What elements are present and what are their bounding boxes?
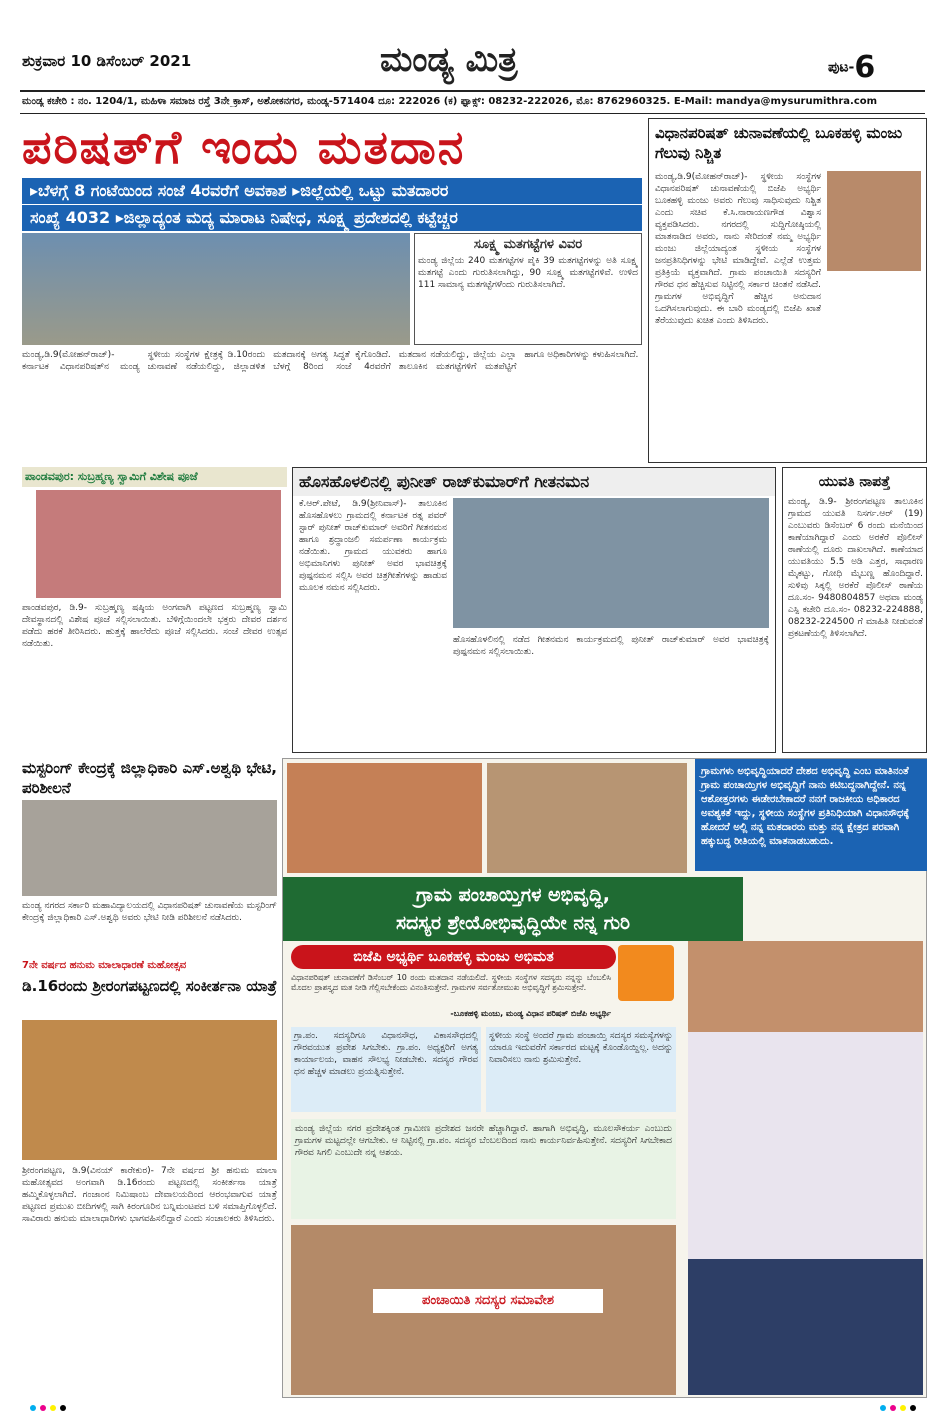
side-story-manju-title: ವಿಧಾನಪರಿಷತ್ ಚುನಾವಣೆಯಲ್ಲಿ ಬೂಕಹಳ್ಳಿ ಮಂಜು ಗೆಲುವು ನಿಶ್ಚಿತ [655,124,903,162]
mastering-title: ಮಸ್ಟರಿಂಗ್ ಕೇಂದ್ರಕ್ಕೆ ಜಿಲ್ಲಾಧಿಕಾರಿ ಎಸ್.ಅಶ್ವಥಿ ಭೇಟಿ, ಪರಿಶೀಲನೆ [22,759,278,797]
pandava-body: ಪಾಂಡವಪುರ, ಡಿ.9- ಸುಬ್ರಹ್ಮಣ್ಯ ಷಷ್ಠಿಯ ಅಂಗವಾಗಿ ಪಟ್ಟಣದ ಸುಬ್ರಹ್ಮಣ್ಯ ಸ್ವಾಮಿ ದೇವಸ್ಥಾನದಲ್ಲಿ ವಿಶೇಷ ಪೂಜೆ ಸಲ್ಲಿಸಲಾಯಿತು. ಬೆಳಿಗ್ಗೆಯಿಂದಲೇ ಭಕ್ತರು ದೇವರ ದರ್ಶನ ಪಡೆದು ಹರಕೆ ತೀರಿಸಿದರು. ಹುತ್ತಕ್ಕೆ ಹಾಲೆರೆದು ಪೂಜೆ ಸಲ್ಲಿಸಿದರು. ಸಂಜೆ ದೇವರ ಉತ್ಸವ ನಡೆಯಿತು. [22,603,287,649]
registration-dot [900,1405,906,1411]
office-address: ಮಂಡ್ಯ ಕಚೇರಿ : ನಂ. 1204/1, ಮಹಿಳಾ ಸಮಾಜ ರಸ್ತೆ 3ನೇ ಕ್ರಾಸ್, ಅಶೋಕನಗರ, ಮಂಡ್ಯ-571404 ದೂ: 222026 (ಕ) ಫ್ಯಾಕ್ಸ್: 08232-222026, ಮೊ: 8762960325. E-Mail: mandya@mysurumithra.com [22,96,878,107]
sankeertana-title: ಡಿ.16ರಂದು ಶ್ರೀರಂಗಪಟ್ಟಣದಲ್ಲಿ ಸಂಕೀರ್ತನಾ ಯಾತ್ರೆ [22,977,277,995]
missing-body: ಮಂಡ್ಯ, ಡಿ.9- ಶ್ರೀರಂಗಪಟ್ಟಣ ತಾಲೂಕಿನ ಗ್ರಾಮದ ಯುವತಿ ನಿಸರ್ಗ.ಆರ್ (19) ಎಂಬುವರು ಡಿಸೆಂಬರ್ 6 ರಂದು ಮನೆಯಿಂದ ಕಾಣೆಯಾಗಿದ್ದಾರೆ ಎಂದು ಅರಕೆರೆ ಪೊಲೀಸ್ ಠಾಣೆಯಲ್ಲಿ ದೂರು ದಾಖಲಾಗಿದೆ. ಕಾಣೆಯಾದ ಯುವತಿಯು 5.5 ಅಡಿ ಎತ್ತರ, ಸಾಧಾರಣ ಮೈಕಟ್ಟು, ಗೋಧಿ ಮೈಬಣ್ಣ ಹೊಂದಿದ್ದಾರೆ. ಸುಳಿವು ಸಿಕ್ಕಲ್ಲಿ ಅರಕೆರೆ ಪೊಲೀಸ್ ಠಾಣೆಯ ದೂ.ಸಂ- 9480804857 ಅಥವಾ ಮಂಡ್ಯ ಎಸ್ಪಿ ಕಚೇರಿ ದೂ.ಸಂ- 08232-224888, 08232-224500 ಗೆ ಮಾಹಿತಿ ನೀಡುವಂತೆ ಪ್ರಕಟಣೆಯಲ್ಲಿ ತಿಳಿಸಲಾಗಿದೆ. [788,497,923,639]
candidate-photo [827,171,921,271]
header-rule [20,90,925,92]
lead-strip-2: ಸಂಖ್ಯೆ 4032 ▸ಜಿಲ್ಲಾದ್ಯಂತ ಮದ್ಯ ಮಾರಾಟ ನಿಷೇಧ, ಸೂಕ್ಷ್ಮ ಪ್ರದೇಶದಲ್ಲಿ ಕಟ್ಟೆಚ್ಚರ [22,205,642,231]
lead-strip-1: ▸ಬೆಳಗ್ಗೆ 8 ಗಂಟೆಯಿಂದ ಸಂಜೆ 4ರವರೆಗೆ ಅವಕಾಶ ▸ಜಿಲ್ಲೆಯಲ್ಲಿ ಒಟ್ಟು ಮತದಾರರ [22,178,642,204]
side-story-manju [648,118,927,463]
missing-title: ಯುವತಿ ನಾಪತ್ತೆ [818,474,891,490]
registration-dot [40,1405,46,1411]
sankeertana-kicker: 7ನೇ ವರ್ಷದ ಹನುಮ ಮಾಲಾಧಾರಣೆ ಮಹೋತ್ಸವ [22,960,187,971]
ad-green-banner [283,877,743,941]
ad-signoff: -ಬೂಕಹಳ್ಳಿ ಮಂಜು, ಮಂಡ್ಯ ವಿಧಾನ ಪರಿಷತ್ ಬಿಜೆಪಿ ಅಭ್ಯರ್ಥಿ [450,1009,611,1018]
lead-body: ಮಂಡ್ಯ,ಡಿ.9(ಮೋಹನ್‌ರಾಜ್)- ಕರ್ನಾಟಕ ವಿಧಾನಪರಿಷತ್‌ನ ಮಂಡ್ಯ ಸ್ಥಳೀಯ ಸಂಸ್ಥೆಗಳ ಕ್ಷೇತ್ರಕ್ಕೆ ಡಿ.10ರಂದು ಚುನಾವಣೆ ನಡೆಯಲಿದ್ದು, ಜಿಲ್ಲಾಡಳಿತ ಮತದಾನಕ್ಕೆ ಅಗತ್ಯ ಸಿದ್ಧತೆ ಕೈಗೊಂಡಿದೆ. ಬೆಳಗ್ಗೆ 8ರಿಂದ ಸಂಜೆ 4ರವರೆಗೆ ಮತದಾನ ನಡೆಯಲಿದ್ದು, ಜಿಲ್ಲೆಯ ಎಲ್ಲಾ ತಾಲೂಕಿನ ಮತಗಟ್ಟೆಗಳಿಗೆ ಮತಪೆಟ್ಟಿಗೆ ಹಾಗೂ ಅಧಿಕಾರಿಗಳನ್ನು ಕಳುಹಿಸಲಾಗಿದೆ. [22,350,639,372]
registration-dot [50,1405,56,1411]
registration-dot [890,1405,896,1411]
ad-column-1: ಗ್ರಾ.ಪಂ. ಸದಸ್ಯರಿಗೂ ವಿಧಾನಸೌಧ, ವಿಕಾಸಸೌಧದಲ್ಲಿ ಗೌರವಯುತ ಪ್ರವೇಶ ಸಿಗಬೇಕು. ಗ್ರಾ.ಪಂ. ಅಧ್ಯಕ್ಷರಿಗೆ ಅಗತ್ಯ ಕಾರ್ಯಾಲಯ, ವಾಹನ ಸೌಲಭ್ಯ ನೀಡಬೇಕು. ಸದಸ್ಯರ ಗೌರವ ಧನ ಹೆಚ್ಚಳ ಮಾಡಲು ಪ್ರಯತ್ನಿಸುತ್ತೇನೆ. [291,1027,481,1112]
mastering-caption: ಮಂಡ್ಯ ನಗರದ ಸರ್ಕಾರಿ ಮಹಾವಿದ್ಯಾಲಯದಲ್ಲಿ ವಿಧಾನಪರಿಷತ್ ಚುನಾವಣೆಯ ಮಸ್ಟರಿಂಗ್ ಕೇಂದ್ರಕ್ಕೆ ಜಿಲ್ಲಾಧಿಕಾರಿ ಎಸ್.ಅಶ್ವಥಿ ಅವರು ಭೇಟಿ ನೀಡಿ ಪರಿಶೀಲನೆ ನಡೆಸಿದರು. [22,901,277,923]
masthead: ಮಂಡ್ಯ ಮಿತ್ರ [380,40,518,80]
puneeth-story [292,467,776,753]
puneeth-body: ಕೆ.ಆರ್.ಪೇಟೆ, ಡಿ.9(ಶ್ರೀನಿವಾಸ್)- ತಾಲೂಕಿನ ಹೊಸಹೊಳಲು ಗ್ರಾಮದಲ್ಲಿ ಕರ್ನಾಟಕ ರತ್ನ ಪವರ್ ಸ್ಟಾರ್ ಪುನೀತ್ ರಾಜ್‌ಕುಮಾರ್ ಅವರಿಗೆ ಗೀತನಮನ ಹಾಗೂ ಶ್ರದ್ಧಾಂಜಲಿ ಸಮರ್ಪಣಾ ಕಾರ್ಯಕ್ರಮ ನಡೆಯಿತು. ಗ್ರಾಮದ ಯುವಕರು ಹಾಗೂ ಅಭಿಮಾನಿಗಳು ಪುನೀತ್ ಅವರ ಭಾವಚಿತ್ರಕ್ಕೆ ಪುಷ್ಪನಮನ ಸಲ್ಲಿಸಿ ಅವರ ಚಿತ್ರಗೀತೆಗಳನ್ನು ಹಾಡುವ ಮೂಲಕ ನಮನ ಸಲ್ಲಿಸಿದರು. [299,499,447,593]
registration-dot [910,1405,916,1411]
ad-intro: ವಿಧಾನಪರಿಷತ್ ಚುನಾವಣೆಗೆ ಡಿಸೆಂಬರ್ 10 ರಂದು ಮತದಾನ ನಡೆಯಲಿದೆ. ಸ್ಥಳೀಯ ಸಂಸ್ಥೆಗಳ ಸದಸ್ಯರು ನನ್ನನ್ನು ಬೆಂಬಲಿಸಿ ಮೊದಲ ಪ್ರಾಶಸ್ತ್ಯದ ಮತ ನೀಡಿ ಗೆಲ್ಲಿಸಬೇಕೆಂದು ವಿನಂತಿಸುತ್ತೇನೆ. ಗ್ರಾಮಗಳ ಸರ್ವತೋಮುಖ ಅಭಿವೃದ್ಧಿಗೆ ಶ್ರಮಿಸುತ್ತೇನೆ. [291,973,611,992]
sensitive-booths-box [414,233,642,345]
sensitive-booths-title: ಸೂಕ್ಷ್ಮ ಮತಗಟ್ಟೆಗಳ ವಿವರ [473,237,583,252]
pandava-photo [36,490,281,598]
ad-quote: ಗ್ರಾಮಗಳು ಅಭಿವೃದ್ಧಿಯಾದರೆ ದೇಶದ ಅಭಿವೃದ್ಧಿ ಎಂಬ ಮಾತಿನಂತೆ ಗ್ರಾಮ ಪಂಚಾಯ್ತಿಗಳ ಅಭಿವೃದ್ಧಿಗೆ ನಾನು ಕಟಿಬದ್ಧನಾಗಿದ್ದೇನೆ. ನನ್ನ ಆಶೋತ್ತರಗಳು ಈಡೇರಬೇಕಾದರೆ ನನಗೆ ರಾಜಕೀಯ ಅಧಿಕಾರದ ಅವಶ್ಯಕತೆ ಇದ್ದು, ಸ್ಥಳೀಯ ಸಂಸ್ಥೆಗಳ ಪ್ರತಿನಿಧಿಯಾಗಿ ವಿಧಾನಸೌಧಕ್ಕೆ ಹೋದರೆ ಅಲ್ಲಿ ನನ್ನ ಮತದಾರರು ಮತ್ತು ನನ್ನ ಕ್ಷೇತ್ರದ ಪರವಾಗಿ ಹಕ್ಕುಬದ್ಧ ರೀತಿಯಲ್ಲಿ ಮಾತನಾಡಬಹುದು. [695,759,927,871]
ad-photo-1 [287,763,482,873]
ad-rally-banner: ಪಂಚಾಯಿತಿ ಸದಸ್ಯರ ಸಮಾವೇಶ [373,1289,603,1313]
puneeth-title: ಹೊಸಹೊಳಲಿನಲ್ಲಿ ಪುನೀತ್ ರಾಜ್‌ಕುಮಾರ್‌ಗೆ ಗೀತನಮನ [293,468,775,496]
sankeertana-photo [22,1020,277,1160]
ad-bottom-text: ಮಂಡ್ಯ ಜಿಲ್ಲೆಯ ನಗರ ಪ್ರದೇಶಕ್ಕಿಂತ ಗ್ರಾಮೀಣ ಪ್ರದೇಶದ ಜನರೇ ಹೆಚ್ಚಾಗಿದ್ದಾರೆ. ಹಾಗಾಗಿ ಅಭಿವೃದ್ಧಿ, ಮೂಲಸೌಕರ್ಯ ಎಂಬುದು ಗ್ರಾಮಗಳ ಮಟ್ಟದಲ್ಲೇ ಆಗಬೇಕು. ಆ ನಿಟ್ಟಿನಲ್ಲಿ ಗ್ರಾ.ಪಂ. ಸದಸ್ಯರ ಬೆಂಬಲದಿಂದ ನಾನು ಕಾರ್ಯನಿರ್ವಹಿಸುತ್ತೇನೆ. ಸದಸ್ಯರಿಗೆ ಸಿಗಬೇಕಾದ ಗೌರವ ಸಿಗಲಿ ಎಂಬುದೇ ನನ್ನ ಆಶಯ. [291,1119,676,1219]
header-rule-2 [20,113,925,114]
ad-red-banner: ಬಿಜೆಪಿ ಅಭ್ಯರ್ಥಿ ಬೂಕಹಳ್ಳಿ ಮಂಜು ಅಭಿಮತ [291,945,616,969]
lotus-logo-icon [618,945,674,1001]
registration-dot [30,1405,36,1411]
page-label: ಪುಟ- [828,59,855,76]
puneeth-photo [453,498,769,628]
lead-headline: ಪರಿಷತ್‌ಗೆ ಇಂದು ಮತದಾನ [22,120,466,174]
page-number-value: 6 [854,50,876,85]
puneeth-caption: ಹೊಸಹೊಳಲಿನಲ್ಲಿ ನಡೆದ ಗೀತನಮನ ಕಾರ್ಯಕ್ರಮದಲ್ಲಿ ಪುನೀತ್ ರಾಜ್‌ಕುಮಾರ್ ಅವರ ಭಾವಚಿತ್ರಕ್ಕೆ ಪುಷ್ಪನಮನ ಸಲ್ಲಿಸಲಾಯಿತು. [453,635,769,657]
ad-column-2: ಸ್ಥಳೀಯ ಸಂಸ್ಥೆ ಅಂದರೆ ಗ್ರಾಮ ಪಂಚಾಯ್ತಿ ಸದಸ್ಯರ ಸಮಸ್ಯೆಗಳನ್ನು ಯಾರೂ ಇದುವರೆಗೆ ಸರ್ಕಾರದ ಮಟ್ಟಕ್ಕೆ ಕೊಂಡೊಯ್ದಿಲ್ಲ. ಅದನ್ನು ನಿವಾರಿಸಲು ನಾನು ಶ್ರಮಿಸುತ್ತೇನೆ. [486,1027,676,1112]
sensitive-booths-text: ಮಂಡ್ಯ ಜಿಲ್ಲೆಯ 240 ಮತಗಟ್ಟೆಗಳ ಪೈಕಿ 39 ಮತಗಟ್ಟೆಗಳನ್ನು ಅತಿ ಸೂಕ್ಷ್ಮ ಮತಗಟ್ಟೆ ಎಂದು ಗುರುತಿಸಲಾಗಿದ್ದು, 90 ಸೂಕ್ಷ್ಮ ಮತಗಟ್ಟೆಗಳಿವೆ. ಉಳಿದ 111 ಸಾಮಾನ್ಯ ಮತಗಟ್ಟೆಗಳೆಂದು ಗುರುತಿಸಲಾಗಿದೆ. [418,256,638,290]
registration-dot [880,1405,886,1411]
missing-story [782,467,927,753]
pandava-title: ಪಾಂಡವಪುರ: ಸುಬ್ರಹ್ಮಣ್ಯ ಸ್ವಾಮಿಗೆ ವಿಶೇಷ ಪೂಜೆ [22,467,287,487]
page-number [828,50,875,85]
side-story-manju-body: ಮಂಡ್ಯ,ಡಿ.9(ಮೋಹನ್‌ರಾಜ್)- ಸ್ಥಳೀಯ ಸಂಸ್ಥೆಗಳ ವಿಧಾನಪರಿಷತ್ ಚುನಾವಣೆಯಲ್ಲಿ ಬಿಜೆಪಿ ಅಭ್ಯರ್ಥಿ ಬೂಕಹಳ್ಳಿ ಮಂಜು ಅವರು ಗೆಲುವು ಸಾಧಿಸುವುದು ನಿಶ್ಚಿತ ಎಂದು ಸಚಿವ ಕೆ.ಸಿ.ನಾರಾಯಣಗೌಡ ವಿಶ್ವಾಸ ವ್ಯಕ್ತಪಡಿಸಿದರು. ನಗರದಲ್ಲಿ ಸುದ್ದಿಗೋಷ್ಠಿಯಲ್ಲಿ ಮಾತನಾಡಿದ ಅವರು, ನಾನು ಸೇರಿದಂತೆ ನಮ್ಮ ಅಭ್ಯರ್ಥಿ ಮಂಜು ಜಿಲ್ಲೆಯಾದ್ಯಂತ ಸ್ಥಳೀಯ ಸಂಸ್ಥೆಗಳ ಜನಪ್ರತಿನಿಧಿಗಳನ್ನು ಭೇಟಿ ಮಾಡಿದ್ದೇವೆ. ಎಲ್ಲೆಡೆ ಉತ್ತಮ ಪ್ರತಿಕ್ರಿಯೆ ವ್ಯಕ್ತವಾಗಿದೆ. ಗ್ರಾಮ ಪಂಚಾಯಿತಿ ಸದಸ್ಯರಿಗೆ ಗೌರವ ಧನ ಹೆಚ್ಚಿಸುವ ನಿಟ್ಟಿನಲ್ಲಿ ಸರ್ಕಾರ ಚಿಂತನೆ ನಡೆಸಿದೆ. ಗ್ರಾಮಗಳ ಅಭಿವೃದ್ಧಿಗೆ ಹೆಚ್ಚಿನ ಅನುದಾನ ಒದಗಿಸಲಾಗುವುದು. ಈ ಬಾರಿ ಮಂಡ್ಯದಲ್ಲಿ ಬಿಜೆಪಿ ಖಾತೆ ತೆರೆಯುವುದು ಖಚಿತ ಎಂದು ತಿಳಿಸಿದರು. [655,172,821,326]
mastering-photo [22,800,277,896]
ad-green-line-2: ಸದಸ್ಯರ ಶ್ರೇಯೋಭಿವೃದ್ಧಿಯೇ ನನ್ನ ಗುರಿ [395,912,631,934]
sankeertana-body: ಶ್ರೀರಂಗಪಟ್ಟಣ, ಡಿ.9(ವಿನಯ್ ಕಾರೇಕುರ)- 7ನೇ ವರ್ಷದ ಶ್ರೀ ಹನುಮ ಮಾಲಾ ಮಹೋತ್ಸವದ ಅಂಗವಾಗಿ ಡಿ.16ರಂದು ಪಟ್ಟಣದಲ್ಲಿ ಸಂಕೀರ್ತನಾ ಯಾತ್ರೆ ಹಮ್ಮಿಕೊಳ್ಳಲಾಗಿದೆ. ಗಂಜಾಂನ ನಿಮಿಷಾಂಬ ದೇವಾಲಯದಿಂದ ಆರಂಭವಾಗುವ ಯಾತ್ರೆ ಪಟ್ಟಣದ ಪ್ರಮುಖ ಬೀದಿಗಳಲ್ಲಿ ಸಾಗಿ ಕಿರಂಗೂರಿನ ಬನ್ನಿಮಂಟಪದ ಬಳಿ ಸಮಾಪ್ತಿಗೊಳ್ಳಲಿದೆ. ಸಾವಿರಾರು ಹನುಮ ಮಾಲಾಧಾರಿಗಳು ಭಾಗವಹಿಸಲಿದ್ದಾರೆ ಎಂದು ಸಂಚಾಲಕರು ತಿಳಿಸಿದರು. [22,1166,277,1224]
candidate-portrait [688,941,923,1395]
lead-photo [22,233,410,345]
ad-photo-2 [487,763,687,873]
issue-date: ಶುಕ್ರವಾರ 10 ಡಿಸೆಂಬರ್ 2021 [22,52,192,70]
ad-green-line-1: ಗ್ರಾಮ ಪಂಚಾಯ್ತಿಗಳ ಅಭಿವೃದ್ಧಿ, [416,884,610,906]
campaign-ad [282,758,927,1398]
registration-dot [60,1405,66,1411]
